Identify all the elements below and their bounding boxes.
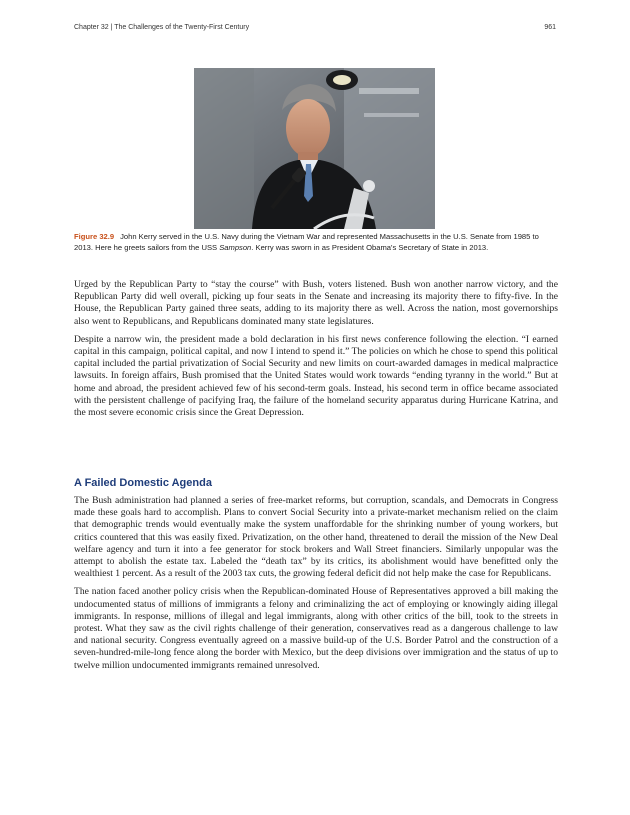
paragraph: The nation faced another policy crisis when the Republican-dominated House of Representatives approved a bill making the undocumented status of millions of immigrants a felony and criminalizing the act of employing or knowingly aiding illegal immigrants. In response, millions of illegal and legal immigrants, along with other critics of the bill, took to the streets in protest. What they saw as the civil rights challenge of their generation, conservatives read as a dangerous challenge to law and national security. Congress eventually agreed on a massive build-up of the U.S. Border Patrol and the construction of a seven-hundred-mile-long fence along the border with Mexico, but the deep divisions over immigration and the status of up to twelve million undocumented immigrants remained unresolved. [74, 586, 558, 671]
paragraph: Urged by the Republican Party to “stay the course” with Bush, voters listened. Bush won another narrow victory, and the Republican Party did well overall, picking up four seats in the Senate and increasing its majority there to fifty-five. In the House, the Republican Party gained three seats, adding to its majority there as well. Across the nation, most governorships also went to Republicans, and Republicans dominated many state legislatures. [74, 279, 558, 327]
caption-text-b: . Kerry was sworn in as President Obama's Secretary of State in 2013. [251, 242, 489, 252]
photo-illustration [194, 68, 435, 229]
body-text-top [74, 279, 558, 425]
figure-label: Figure 32.9 [74, 232, 115, 241]
caption-text-a: John Kerry served in the U.S. Navy during the Vietnam War and represented Massachusetts in the U.S. Senate from 1985 to 2013. Here he greets sailors from the USS [74, 232, 539, 252]
paragraph: Despite a narrow win, the president made a bold declaration in his first news conference following the election. “I earned capital in this campaign, political capital, and now I intend to spend it.” The policies on which he chose to spend this political capital included the partial privatization of Social Security and new limits on court-awarded damages in medical malpractice lawsuits. In foreign affairs, Bush promised that the United States would work towards “ending tyranny in the world.” But at home and abroad, the president achieved few of his second-term goals. Instead, his second term in office became associated with the persistent challenge of pacifying Iraq, the failure of the homeland security apparatus during Hurricane Katrina, and the most severe economic crisis since the Great Depression. [74, 333, 558, 419]
body-text-section [74, 495, 558, 678]
page-header [74, 24, 556, 36]
section-heading: A Failed Domestic Agenda [74, 477, 212, 489]
paragraph: The Bush administration had planned a series of free-market reforms, but corruption, scandals, and Democrats in Congress made these goals hard to accomplish. Plans to convert Social Security into a private-market mechanism relied on the claim that demographic trends would eventually make the system unaffordable for the shrinking number of young workers, but critics countered that this was easily fixed. Privatization, on the other hand, threatened to derail the mission of the New Deal welfare agency and turn it into a fee generator for stock brokers and Wall Street financiers. Similarly unpopular was the attempt to abolish the estate tax. Labeled the “death tax” by its critics, its abolishment would have benefitted only the wealthiest 1 percent. As a result of the 2003 tax cuts, the growing federal deficit did not help make the case for Republicans. [74, 495, 558, 580]
page-number: 961 [544, 24, 556, 31]
kerry-photo [194, 68, 435, 229]
chapter-title: Chapter 32 | The Challenges of the Twenty-First Century [74, 24, 250, 31]
caption-ship-name: Sampson [219, 242, 252, 252]
figure-caption [74, 232, 558, 253]
